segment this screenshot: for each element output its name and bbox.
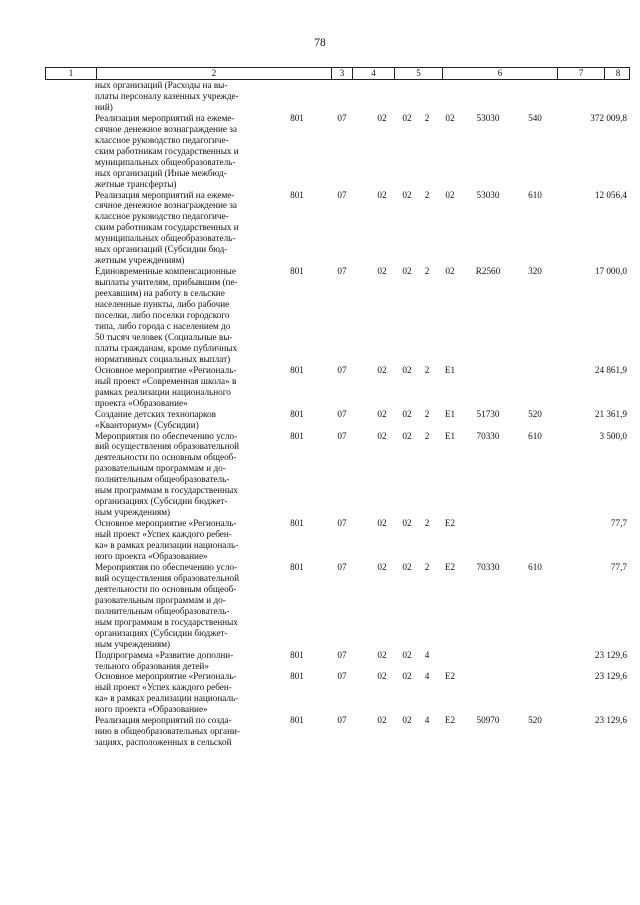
header-col-8: 8 [604,68,631,79]
cell-c5: 02 [377,671,387,682]
cell-c6b: 2 [424,189,430,200]
cell-c6a: 02 [402,266,412,277]
cell-c4: 07 [337,518,347,529]
cell-c7: 320 [528,266,542,277]
cell-c5: 02 [377,266,387,277]
table-row [45,365,630,409]
cell-c8: 77,7 [610,561,627,572]
cell-c6b: 2 [424,112,430,123]
row-description: Реализация мероприятий по созда- нию в общеобразовательных органи- зациях, расположенных в сельской [95,715,240,748]
cell-c8: 24 861,9 [594,364,627,375]
cell-c6a: 02 [402,649,412,660]
row-description: Реализация мероприятий на ежеме- сячное денежное вознаграждение за классное руководство педагогиче- ским работникам государственных и муниципальных общеобразователь- ных организаций (Субсидии бюд- жетным учреждениям) [95,189,239,266]
cell-c6a: 02 [402,518,412,529]
cell-c7: 520 [528,408,542,419]
cell-c6b: 2 [424,430,430,441]
cell-c3: 801 [290,430,304,441]
cell-c7: 520 [528,715,542,726]
cell-c5: 02 [377,112,387,123]
cell-c3: 801 [290,408,304,419]
cell-c6b: 4 [424,715,430,726]
table-row [45,190,630,267]
cell-c5: 02 [377,189,387,200]
table-row [45,518,630,562]
table-row [45,409,630,431]
row-description: Реализация мероприятий на ежеме- сячное денежное вознаграждение за классное руководство педагогиче- ским работникам государственных и муниципальных общеобразователь- ных организаций (Иные межбюд- жетные трансферты) [95,112,239,189]
table-row [45,650,630,672]
header-col-4: 4 [352,68,394,79]
budget-table [45,67,630,748]
header-col-2: 2 [96,68,331,79]
cell-c6c: E2 [444,561,456,572]
row-description: Основное мероприятие «Региональ- ный проект «Современная школа» в рамках реализации национального проекта «Образование» [95,364,237,408]
cell-c4: 07 [337,671,347,682]
header-col-1: 1 [68,68,74,78]
header-col-3: 3 [331,68,352,79]
cell-c6c: 02 [445,189,455,200]
cell-c6c: E2 [444,671,456,682]
cell-c4: 07 [337,430,347,441]
cell-c8: 23 129,6 [594,671,627,682]
cell-c7: 610 [528,561,542,572]
cell-c4: 07 [337,112,347,123]
cell-c4: 07 [337,561,347,572]
cell-c5: 02 [377,518,387,529]
header-col-5: 5 [394,68,442,79]
cell-c6a: 02 [402,189,412,200]
cell-c6c: E2 [444,715,456,726]
row-description: Подпрограмма «Развитие дополни- тельного образования детей» [95,649,234,671]
cell-c3: 801 [290,649,304,660]
cell-c4: 07 [337,649,347,660]
cell-c6a: 02 [402,561,412,572]
cell-c6c: E2 [444,518,456,529]
cell-c6c: 02 [445,266,455,277]
cell-c4: 07 [337,408,347,419]
row-description: Основное мероприятие «Региональ- ный проект «Успех каждого ребен- ка» в рамках реализации националь- ного проекта «Образование» [95,518,239,561]
cell-c6d: 51730 [476,408,500,419]
cell-c6c: E1 [444,408,456,419]
row-description: Основное мероприятие «Региональ- ный проект «Успех каждого ребен- ка» в рамках реализации националь- ного проекта «Образование» [95,671,239,715]
cell-c6c: 02 [445,112,455,123]
cell-c6d: 53030 [476,112,500,123]
row-description: Создание детских технопарков «Кванториум» (Субсидии) [95,408,216,430]
table-row [45,562,630,650]
cell-c3: 801 [290,518,304,529]
row-description: Мероприятия по обеспечению усло- вий осуществления образовательной деятельности по основным общеоб- разовательным программам и до- полнительным общеобразователь- ным программам в государственных организациях (Субсидии бюджет- ным учреждениям) [95,561,240,649]
cell-c6b: 2 [424,561,430,572]
header-col-7: 7 [557,68,604,79]
cell-c6b: 2 [424,408,430,419]
cell-c8: 21 361,9 [594,408,627,419]
cell-c7: 540 [528,112,542,123]
cell-c8: 23 129,6 [594,715,627,726]
cell-c4: 07 [337,364,347,375]
cell-c6d: R2560 [475,266,501,277]
table-header [45,67,630,80]
cell-c6d: 70330 [476,561,500,572]
cell-c5: 02 [377,561,387,572]
cell-c8: 12 056,4 [594,189,627,200]
cell-c6c: E1 [444,430,456,441]
cell-c5: 02 [377,364,387,375]
cell-c6a: 02 [402,671,412,682]
table-row [45,715,630,748]
table-row [45,266,630,365]
cell-c5: 02 [377,408,387,419]
cell-c6d: 70330 [476,430,500,441]
cell-c3: 801 [290,561,304,572]
cell-c6a: 02 [402,430,412,441]
cell-c3: 801 [290,189,304,200]
cell-c3: 801 [290,671,304,682]
table-row [45,431,630,519]
cell-c6c: E1 [444,364,456,375]
cell-c3: 801 [290,715,304,726]
cell-c6b: 2 [424,266,430,277]
cell-c6a: 02 [402,715,412,726]
cell-c8: 23 129,6 [594,649,627,660]
cell-c3: 801 [290,112,304,123]
cell-c4: 07 [337,715,347,726]
cell-c3: 801 [290,364,304,375]
table-body [45,80,630,748]
cell-c8: 77,7 [610,518,627,529]
table-row [45,80,630,113]
cell-c7: 610 [528,430,542,441]
cell-c8: 17 000,0 [594,266,627,277]
cell-c6b: 2 [424,364,430,375]
cell-c6a: 02 [402,112,412,123]
cell-c8: 3 500,0 [599,430,627,441]
cell-c6d: 50970 [476,715,500,726]
cell-c5: 02 [377,715,387,726]
table-row [45,671,630,715]
table-row [45,113,630,190]
cell-c4: 07 [337,189,347,200]
cell-c5: 02 [377,430,387,441]
header-col-6: 6 [442,68,557,79]
cell-c6b: 2 [424,518,430,529]
cell-c7: 610 [528,189,542,200]
row-description: ных организаций (Расходы на вы- платы персоналу казенных учрежде- ний) [95,80,239,112]
cell-c6a: 02 [402,408,412,419]
row-description: Мероприятия по обеспечению усло- вий осуществления образовательной деятельности по основным общеоб- разовательным программам и до- полнительным общеобразователь- ным программам в государственных организациях (Субсидии бюджет- ным учреждениям) [95,430,240,518]
cell-c5: 02 [377,649,387,660]
cell-c8: 372 009,8 [590,112,627,123]
cell-c6b: 4 [424,671,430,682]
cell-c6b: 4 [424,649,430,660]
cell-c6a: 02 [402,364,412,375]
cell-c3: 801 [290,266,304,277]
cell-c4: 07 [337,266,347,277]
row-description: Единовременные компенсационные выплаты учителям, прибывшим (пе- реехавшим) на работу в сельские населенные пункты, либо рабочие поселки, либо поселки городского типа, либо города с населением до 50 тысяч человек (Социальные вы- платы гражданам, кроме публичных нормативных социальных выплат) [95,266,238,364]
page-number: 78 [314,37,326,49]
cell-c6d: 53030 [476,189,500,200]
